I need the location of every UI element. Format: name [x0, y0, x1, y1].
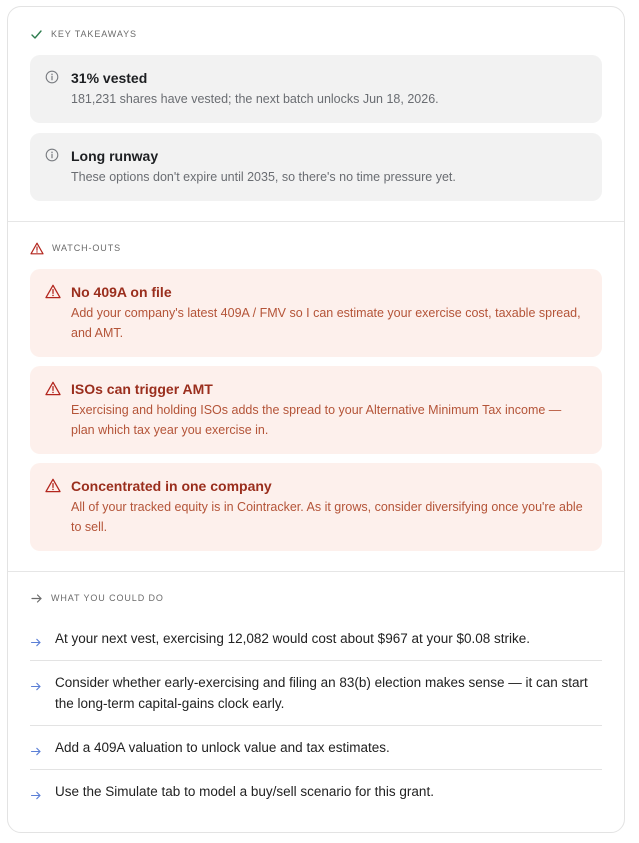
action-item	[30, 617, 602, 661]
watch-outs-heading	[30, 238, 602, 258]
watch-out-title: ISOs can trigger AMT	[71, 381, 213, 397]
action-item	[30, 770, 602, 813]
warning-triangle-icon	[45, 381, 61, 401]
watch-out-item	[30, 463, 602, 551]
info-circle-icon	[45, 70, 59, 89]
check-icon	[30, 28, 43, 41]
action-item	[30, 726, 602, 770]
key-takeaways-heading	[30, 24, 602, 44]
takeaway-title: 31% vested	[71, 70, 148, 86]
action-list	[30, 617, 602, 813]
warning-triangle-icon	[45, 284, 61, 304]
watch-out-item	[30, 366, 602, 454]
takeaway-body: These options don't expire until 2035, so there's no time pressure yet.	[71, 170, 456, 184]
arrow-right-icon	[30, 633, 42, 654]
watch-out-title: Concentrated in one company	[71, 478, 272, 494]
watch-out-body: Add your company's latest 409A / FMV so I can estimate your exercise cost, taxable spread, and AMT.	[71, 306, 581, 340]
info-circle-icon	[45, 148, 59, 167]
action-text: At your next vest, exercising 12,082 would cost about $967 at your $0.08 strike.	[55, 631, 531, 646]
action-text: Consider whether early-exercising and filing an 83(b) election makes sense — it can start the long-term capital-gains clock early.	[55, 675, 588, 711]
watch-out-body: All of your tracked equity is in Cointracker. As it grows, consider diversifying once you're able to sell.	[71, 500, 583, 534]
action-text: Use the Simulate tab to model a buy/sell scenario for this grant.	[55, 784, 434, 799]
key-takeaways-section	[8, 7, 624, 221]
action-item	[30, 661, 602, 726]
arrow-right-icon	[30, 786, 42, 807]
what-you-could-do-label: WHAT YOU COULD DO	[51, 593, 164, 603]
action-text: Add a 409A valuation to unlock value and tax estimates.	[55, 740, 390, 755]
takeaway-body: 181,231 shares have vested; the next batch unlocks Jun 18, 2026.	[71, 92, 439, 106]
arrow-right-icon	[30, 677, 42, 698]
warning-triangle-icon	[30, 242, 44, 255]
takeaway-title: Long runway	[71, 148, 159, 164]
takeaway-item	[30, 133, 602, 201]
watch-out-body: Exercising and holding ISOs adds the spread to your Alternative Minimum Tax income — plan which tax year you exercise in.	[71, 403, 562, 437]
arrow-right-icon	[30, 592, 43, 605]
watch-out-item	[30, 269, 602, 357]
warning-triangle-icon	[45, 478, 61, 498]
watch-outs-label: WATCH-OUTS	[52, 243, 121, 253]
arrow-right-icon	[30, 742, 42, 763]
key-takeaways-label: KEY TAKEAWAYS	[51, 29, 137, 39]
insights-card	[7, 6, 625, 833]
watch-outs-section	[8, 222, 624, 571]
takeaway-item	[30, 55, 602, 123]
what-you-could-do-section	[8, 572, 624, 823]
what-you-could-do-heading	[30, 588, 602, 608]
watch-out-title: No 409A on file	[71, 284, 172, 300]
